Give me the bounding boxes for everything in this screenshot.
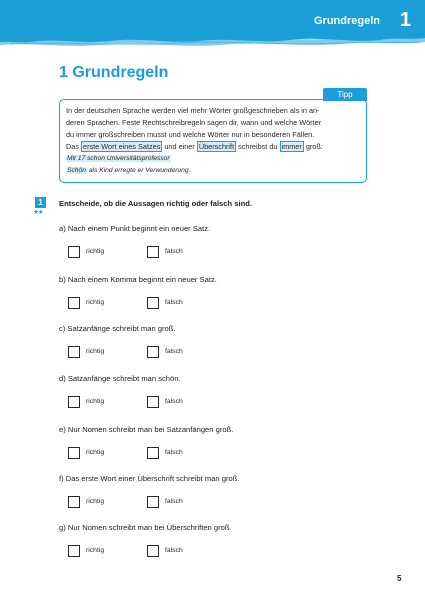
- checkbox-falsch[interactable]: [147, 545, 159, 557]
- label-falsch: falsch: [165, 398, 183, 405]
- label-falsch: falsch: [165, 547, 183, 554]
- label-richtig: richtig: [86, 248, 105, 255]
- label-richtig: richtig: [86, 398, 105, 405]
- example-first-word: Schön: [67, 167, 86, 175]
- highlight-heading: Überschrift: [198, 142, 235, 152]
- exercise-number-badge: 1: [35, 197, 46, 208]
- answer-options: [59, 447, 379, 460]
- checkbox-richtig[interactable]: [68, 396, 80, 408]
- checkbox-falsch[interactable]: [147, 246, 159, 258]
- checkbox-richtig[interactable]: [68, 545, 80, 557]
- tip-example-2: [66, 165, 360, 177]
- checkbox-falsch[interactable]: [147, 396, 159, 408]
- example-rest: als Kind erregte er Verwunderung.: [86, 167, 191, 175]
- statement-text: f) Das erste Wort einer Überschrift schreibt man groß.: [59, 474, 240, 483]
- label-richtig: richtig: [86, 498, 105, 505]
- tip-text-line: [66, 141, 360, 153]
- header-chapter-number: 1: [399, 9, 411, 31]
- statement-text: e) Nur Nomen schreibt man bei Satzanfängen groß.: [59, 425, 234, 434]
- answer-options: [59, 297, 379, 310]
- checkbox-falsch[interactable]: [147, 447, 159, 459]
- checkbox-falsch[interactable]: [147, 496, 159, 508]
- label-richtig: richtig: [86, 299, 105, 306]
- statement-text: a) Nach einem Punkt beginnt ein neuer Satz.: [59, 224, 211, 233]
- tip-tab: Tipp: [323, 88, 367, 101]
- chapter-title: 1 Grundregeln: [59, 64, 169, 81]
- label-falsch: falsch: [165, 348, 183, 355]
- exercise-item: [59, 324, 379, 359]
- tip-text: schreibst du: [236, 142, 280, 152]
- tip-text: und einer: [162, 142, 197, 152]
- page-number: 5: [397, 574, 402, 583]
- checkbox-richtig[interactable]: [68, 346, 80, 358]
- checkbox-richtig[interactable]: [68, 246, 80, 258]
- tip-text: groß:: [303, 142, 323, 152]
- statement-text: c) Satzanfänge schreibt man groß.: [59, 324, 176, 333]
- header-title: Grundregeln: [313, 15, 380, 27]
- label-richtig: richtig: [86, 348, 105, 355]
- tip-example-1: [66, 153, 360, 165]
- highlight-first-word: erste Wort eines Satzes: [83, 142, 161, 152]
- label-falsch: falsch: [165, 299, 183, 306]
- label-falsch: falsch: [165, 498, 183, 505]
- answer-options: [59, 496, 379, 509]
- exercise-item: [59, 275, 379, 310]
- checkbox-falsch[interactable]: [147, 297, 159, 309]
- exercise-item: [59, 523, 379, 558]
- difficulty-stars-icon: ★★: [33, 209, 43, 216]
- tip-text: Das: [66, 142, 82, 152]
- answer-options: [59, 246, 379, 259]
- answer-options: [59, 346, 379, 359]
- exercise-instruction: Entscheide, ob die Aussagen richtig oder falsch sind.: [59, 199, 252, 208]
- checkbox-falsch[interactable]: [147, 346, 159, 358]
- answer-options: [59, 545, 379, 558]
- checkbox-richtig[interactable]: [68, 496, 80, 508]
- label-richtig: richtig: [86, 449, 105, 456]
- statement-text: g) Nur Nomen schreibt man bei Überschriften groß.: [59, 523, 232, 532]
- tip-text-line: deren Sprachen. Feste Rechtschreibregeln sagen dir, wann und welche Wörter: [66, 118, 322, 128]
- checkbox-richtig[interactable]: [68, 447, 80, 459]
- tip-box: [59, 99, 367, 183]
- statement-text: b) Nach einem Komma beginnt ein neuer Satz.: [59, 275, 217, 284]
- label-falsch: falsch: [165, 248, 183, 255]
- answer-options: [59, 396, 379, 409]
- tip-text-line: du immer großschreiben musst und welche Wörter nur in besonderen Fällen.: [66, 130, 315, 140]
- label-richtig: richtig: [86, 547, 105, 554]
- label-falsch: falsch: [165, 449, 183, 456]
- exercise-item: [59, 224, 379, 259]
- example-heading: Mit 17 schon Universitätsprofessor: [67, 155, 170, 163]
- highlight-always: immer: [281, 142, 302, 152]
- exercise-item: [59, 474, 379, 509]
- exercise-item: [59, 425, 379, 460]
- checkbox-richtig[interactable]: [68, 297, 80, 309]
- exercise-item: [59, 374, 379, 409]
- statement-text: d) Satzanfänge schreibt man schön.: [59, 374, 181, 383]
- tip-text-line: In der deutschen Sprache werden viel mehr Wörter großgeschrieben als in an-: [66, 106, 320, 115]
